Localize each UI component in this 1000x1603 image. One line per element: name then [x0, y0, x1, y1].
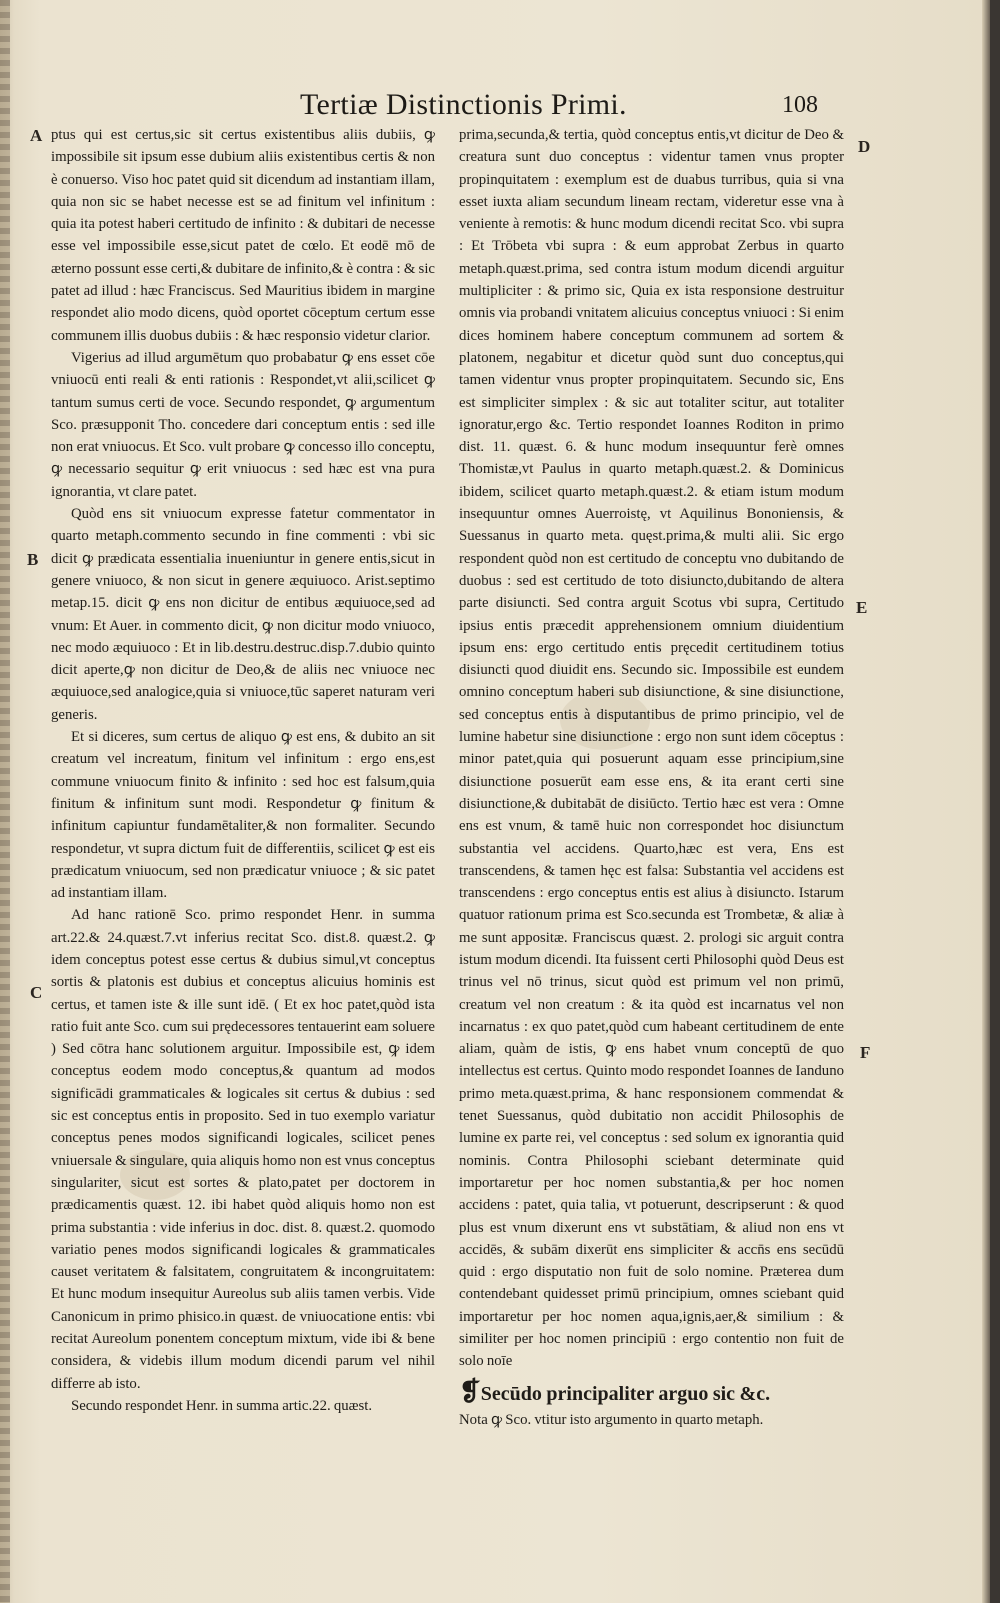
paragraph: prima,secunda,& tertia, quòd conceptus entis,vt dicitur de Deo & creatura sunt duo conceptus : videntur tamen vnus propter propinquitatem : exemplum est de duabus turribus, quia si vna esset iuxta aliam secundum lineam rectam, videretur esse vna à veniente à remotis: & hunc modum dicendi recitat Sco. vbi supra : Et Trōbeta vbi supra : & eum approbat Zerbus in quarto metaph.quæst.prima, sed contra istum modum dicendi arguitur multipliciter : & primo sic, Quia ex ista responsione destruitur omnis via probandi vnitatem alicuius conceptus vniuoci : Si enim dices hominem habere conceptum communem ad sortem & platonem, negabitur et dicetur quòd sunt duo conceptus,qui tamen videntur vnus propter propinquitatem. Secundo sic, Ens est simpliciter simplex : & sic aut totaliter scitur, aut totaliter ignoratur,ergo &c. Tertio respondet Ioannes Roditon in primo dist. 11. quæst. 6. & hunc modum insequuntur ferè omnes Thomistæ,vt Paulus in quarto metaph.quæst.2. & Dominicus ibidem, scilicet quarto metaph.quæst.2. & etiam istum modum insequuntur omnes Auerroistę, vt Aquilinus Bononiensis, & Suessanus in quarto meta. quęst.prima,& multi alii. Sic ergo respondent quòd non est certitudo de conceptu vno dubitando de duobus : sed est certitudo de toto disiuncto,dubitando de altera parte disiuncti. Sed contra arguit Scotus vbi supra, Certitudo ipsius entis præcedit apprehensionem omnium diuidentium ipsum ens: ergo certitudo entis pręcedit certitudinem totius disiuncti quod diuidit ens. Secundo sic. Impossibile est eundem omnino conceptum haberi sub disiunctione, & sine disiunctione, sed conceptus entis à disputantibus de primo principio, vel de lumine habetur sine disiunctione : ergo non sunt idem cōceptus : minor patet,quia qui posuerunt aquam esse principium,sine disiunctione posuerūt eam esse ens, & ita erant certi sine disiunctione,& dubitabāt de disiūcto. Tertio hæc est vera : Omne ens est vnum, & tamē huic non correspondet hoc disiunctum substantia vel accidens. Quarto,hæc est vera, Ens est transcendens, & tamen hęc est falsa: Substantia vel accidens est transcendens : ergo conceptus entis est alius à disiuncto. Istarum quatuor rationum prima est Sco.secunda est Trombetæ, & aliæ à me sunt appositæ. Franciscus quæst. 2. prologi sic arguit contra istum modum dicendi. Ita fuissent certi Philosophi quòd Deus est trinus vel nō trinus, sicut quòd est primum vel non primū, creatum vel non creatum : & ita quòd est incarnatus vel non incarnatus : ex quo patet,quòd cum habeant certitudinem de ente aliam, quàm de istis, ꝙ ens habet vnum conceptū de quo intellectus est certus. Quinto modo respondet Ioannes de Ianduno primo meta.quæst.prima, & hanc responsionem commendat & tenet Suessanus, quòd dubitatio non accidit Philosophis de lumine ex parte rei, vel conceptus : sed solum ex ignorantia quid nominis. Contra Philosophi sciebant determinate quid importaretur per hoc nomen substantia,& per hoc nomen accidens : patet, quia talia, vt potuerunt, descripserunt : & quod plus est vnum dixerunt ens vt substātiam, & aliud non ens vt accidēs, & subām dixerūt ens simpliciter & accn̄s ens secūdū quid : ergo disputatio non fuit de solo nomine. Præterea dum contendebant quidesset primū principium, omnes sciebant quid importaretur per hoc nomen aqua,ignis,aer,& similium : & similiter per hoc nomen principiū : ergo contentio non fuit de solo noīe: [459, 127, 844, 1370]
left-column: [51, 124, 435, 1417]
running-head: Tertiæ Distinctionis Primi.: [300, 88, 627, 121]
page-gutter: [0, 0, 10, 1603]
margin-marker-c: C: [30, 983, 43, 1002]
margin-marker-e: E: [856, 598, 868, 617]
paragraph: Secundo respondet Henr. in summa artic.22. quæst.: [71, 1397, 373, 1414]
folio-number: 108: [782, 92, 818, 118]
paragraph: Vigerius ad illud argumētum quo probabatur ꝙ ens esset cōe vniuocū enti reali & enti rationis : Respondet,vt alii,scilicet ꝙ tantum sumus certi de voce. Secundo respondet, ꝙ argumentum Sco. præsupponit Tho. concedere dari conceptum entis : sed ille non erat vniuocus. Et Sco. vult probare ꝙ concesso illo conceptu, ꝙ necessario sequitur ꝙ erit vniuocus : sed hæc est vna pura ignorantia, vt clare patet.: [51, 349, 435, 500]
paragraph: ptus qui est certus,sic sit certus existentibus aliis dubiis, ꝙ impossibile sit ipsum esse dubium aliis existentibus certis & non è conuerso. Viso hoc patet quid sit dicendum ad instantiam illam, quia non sic se habet necesse est se ad finitum vel infinitum : quia ita potest haberi certitudo de infinito : & dubitari de necesse esse vel impossibile esse,sicut patet de cœlo. Et eodē mō de æterno possunt esse certi,& dubitare de infinito,& è contra : & sic patet ad illud : hæc Franciscus. Sed Mauritius ibidem in margine respondet alio modo dicens, quòd oportet cōceptum certum esse communem illis duobus dubiis : & hæc responsio videtur clarior.: [51, 127, 435, 344]
paragraph: Quòd ens sit vniuocum expresse fatetur commentator in quarto metaph.commento secundo in fine commenti : vbi sic dicit ꝙ prædicata essentialia inueniuntur in genere entis,sicut in genere vniuoco, & non sicut in genere æquiuoco. Arist.septimo metap.15. dicit ꝙ ens non dicitur de entibus æquiuoce,sed ad vnum: Et Auer. in commento dicit, ꝙ non dicitur modo vniuoco, nec modo æquiuoco : Et in lib.destru.destruc.disp.7.dubio quinto dicit aperte,ꝙ non dicitur de Deo,& de aliis nec vniuoce nec æquiuoce,sed analogice,quia si vniuoce,tūc saperet naturam veri generis.: [51, 506, 435, 723]
pilcrow-icon: ❡: [459, 1376, 481, 1406]
note-line: Nota ꝙ Sco. vtitur isto argumento in quarto metaph.: [459, 1411, 764, 1428]
margin-marker-d: D: [858, 137, 871, 156]
margin-marker-b: B: [27, 550, 39, 569]
right-column: [459, 124, 844, 1431]
page-edge: [982, 0, 990, 1603]
paragraph: Et si diceres, sum certus de aliquo ꝙ est ens, & dubito an sit creatum vel increatum, finitum vel infinitum : ergo ens,est commune vniuocum finito & infinito : sed hoc est falsum,quia finitum & infinitum sunt modi. Respondetur ꝙ finitum & infinitum capiuntur fundamētaliter,& non formaliter. Secundo respondetur, vt supra dictum fuit de differentiis, scilicet ꝙ est eis prædicatum vniuocum, sed non prædicatur vniuoce ; & sic patet ad instantiam illam.: [51, 729, 435, 902]
section-heading-text: Secūdo principaliter arguo sic &c.: [480, 1382, 771, 1405]
margin-marker-f: F: [860, 1043, 871, 1062]
paragraph: Ad hanc rationē Sco. primo respondet Henr. in summa art.22.& 24.quæst.7.vt inferius recitat Sco. dist.8. quæst.2. ꝙ idem conceptus potest esse certus & dubius simul,vt conceptus sortis & platonis est dubius et conceptus alicuius hominis est certus, et tamen iste & ille sunt idē. ( Et ex hoc patet,quòd ista ratio fuit ante Sco. cum sui prędecessores tentauerint eam soluere ) Sed cōtra hanc solutionem arguitur. Impossibile est, ꝙ idem conceptus eodem modo conceptus,& quantum ad modos significādi grammaticales & logicales sit certus & dubius : sed sic est conceptus entis in proposito. Sed in tuo exemplo variatur conceptus penes modos significandi logicales, scilicet penes vniuersale & singulare, quia aliquis homo non est vnus conceptus singulariter, sicut est sortes & plato,patet per doctorem in prædicamentis quæst. 12. ibi habet quòd aliquis homo non est prima substantia : vide inferius in doc. dist. 8. quæst.2. quomodo variatio penes modos significandi logicales & grammaticales causet veritatem & falsitatem, congruitatem & incongruitatem: Et hunc modum insequitur Aureolus sub aliis tamen verbis. Vide Canonicum in primo phisico.in quæst. de vniuocatione entis: vbi recitat Aureolum ponentem conceptum mixtum, vide ibi & bene considera, & videbis illum modum dicendi parum vel nihil differre ab isto.: [51, 907, 435, 1392]
margin-marker-a: A: [30, 126, 43, 145]
section-heading: [459, 1376, 844, 1407]
